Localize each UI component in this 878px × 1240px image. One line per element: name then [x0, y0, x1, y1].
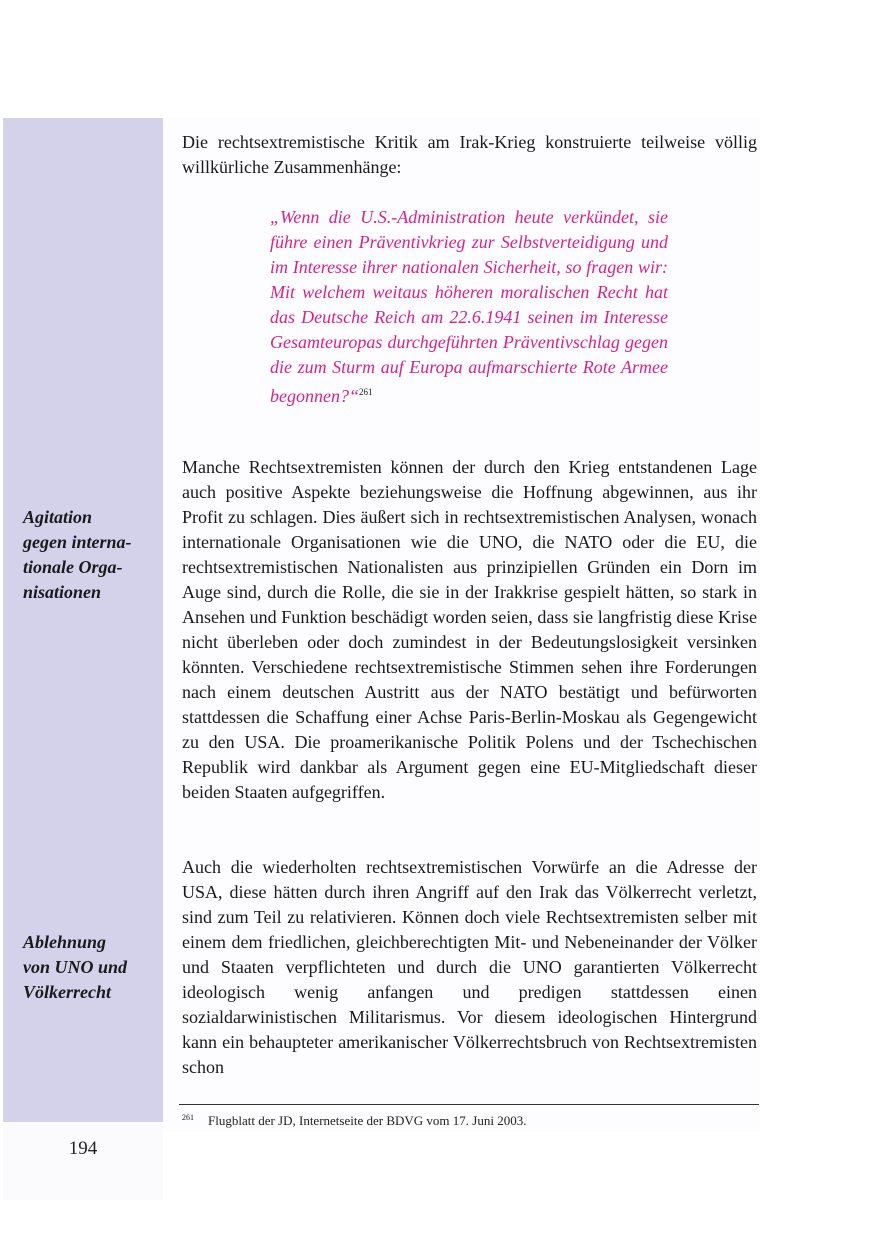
margin-note-line: von UNO und — [23, 957, 128, 977]
margin-note-agitation — [23, 505, 158, 605]
margin-note-line: nisationen — [23, 582, 102, 602]
margin-note-line: Agitation — [23, 507, 93, 527]
quote-text: „Wenn die U.S.-Administration heute verkündet, sie führe einen Präventivkrieg zur Selbstverteidigung und im Interesse ihrer nationalen Sicherheit, so fragen wir: Mit welchem weitaus höheren moralischen Recht hat das Deutsche Reich am 22.6.1941 seinen im Interesse Gesamteuropas durchgeführten Präventivschlag gegen die zum Sturm auf Europa aufmarschierte Rote Armee begonnen?“ — [270, 207, 668, 406]
paragraph-intro: Die rechtsextremistische Kritik am Irak-Krieg konstruierte teilweise völlig willkürliche Zusammenhänge: — [182, 132, 757, 177]
paragraph-agitation: Manche Rechtsextremisten können der durch den Krieg entstandenen Lage auch positive Aspekte beziehungsweise die Hoffnung abgewinnen, aus ihr Profit zu schlagen. Dies äußert sich in rechtsextremistischen Analysen, wonach internationale Organisationen wie die UNO, die NATO oder die EU, die rechtsextremistischen Nationalisten aus prinzipiellen Gründen ein Dorn im Auge sind, durch die Rolle, die sie in der Irakkrise gespielt hätten, so stark in Ansehen und Funktion beschädigt worden seien, dass sie langfristig diese Krise nicht überleben oder doch zumindest in der Bedeutungslosigkeit versinken könnten. Verschiedene rechtsextremistische Stimmen sehen ihre Forderungen nach einem deutschen Austritt aus der NATO bestätigt und befürworten stattdessen die Schaffung einer Achse Paris-Berlin-Moskau als Gegengewicht zu den USA. Die proamerikanische Politik Polens und der Tschechischen Republik wird dankbar als Argument gegen eine EU-Mitgliedschaft dieser beiden Staaten aufgegriffen. — [182, 457, 757, 802]
margin-note-line: Ablehnung — [23, 932, 107, 952]
page-number: 194 — [68, 1138, 98, 1159]
margin-note-line: tionale Orga- — [23, 557, 123, 577]
footnote-number: 261 — [182, 1113, 194, 1122]
paragraph-voelkerrecht: Auch die wiederholten rechtsextremistischen Vorwürfe an die Adresse der USA, diese hätten durch ihren Angriff auf den Irak das Völkerrecht verletzt, sind zum Teil zu relativieren. Können doch viele Rechtsextremisten selber mit einem dem friedlichen, gleichberechtigten Mit- und Nebeneinander der Völker und Staaten verpflichteten und durch die UNO garantierten Völkerrecht ideologisch wenig anfangen und predigen stattdessen einen sozialdarwinistischen Militarismus. Vor diesem ideologischen Hintergrund kann ein behaupteter amerikanischer Völkerrechtsbruch von Rechtsextremisten schon — [182, 857, 757, 1077]
margin-note-ablehnung — [23, 930, 158, 1005]
footnote — [182, 1109, 757, 1129]
page-number-box — [3, 1122, 163, 1200]
margin-note-line: gegen interna- — [23, 532, 132, 552]
block-quote — [270, 205, 668, 409]
footnote-text: Flugblatt der JD, Internetseite der BDVG vom 17. Juni 2003. — [208, 1113, 527, 1128]
footnote-divider — [179, 1104, 759, 1105]
margin-note-line: Völkerrecht — [23, 982, 111, 1002]
footnote-reference[interactable]: 261 — [359, 387, 373, 397]
